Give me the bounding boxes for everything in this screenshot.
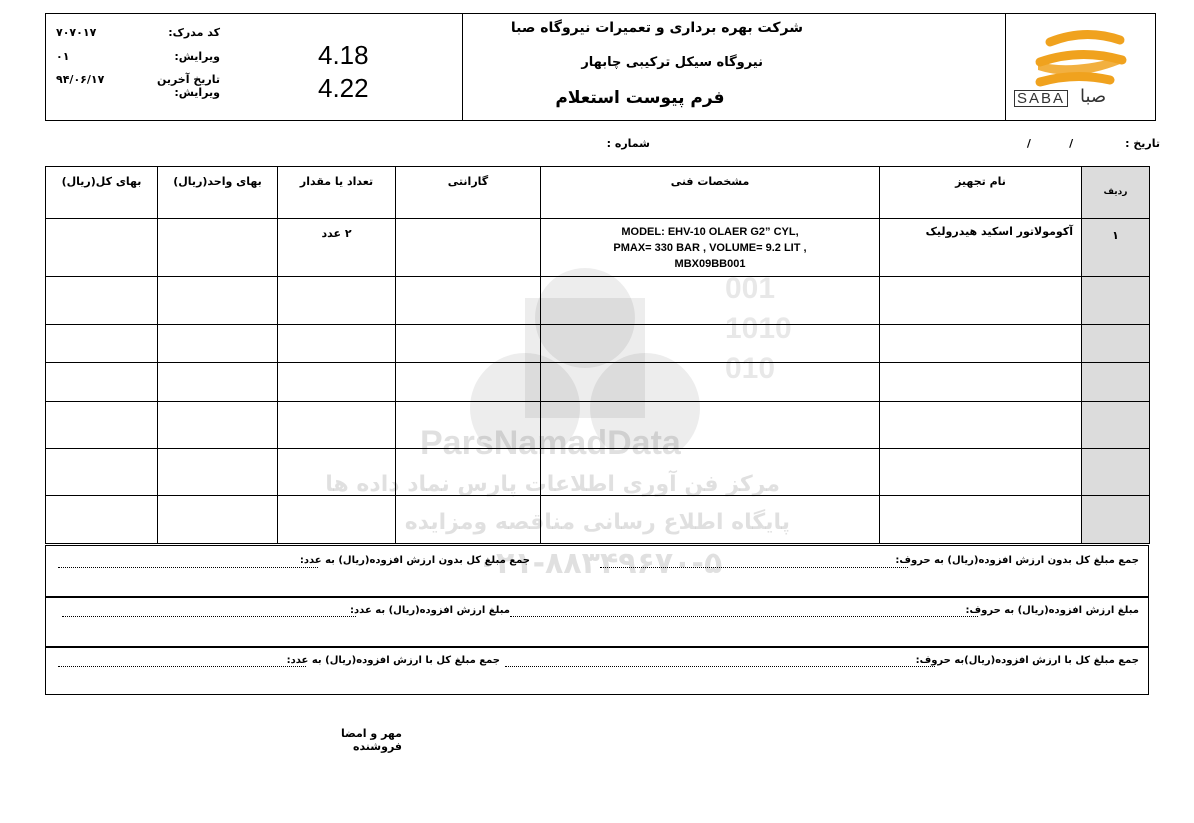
empty-cell[interactable] xyxy=(278,325,396,363)
table-row xyxy=(46,363,1150,402)
watermark-phone: ۰۲۱-۸۸۳۴۹۶۷۰-۵ xyxy=(477,546,723,581)
company-name: شرکت بهره برداری و تعمیرات نیروگاه صبا xyxy=(510,20,803,36)
empty-cell[interactable] xyxy=(396,402,541,449)
sum-without-vat-words-field[interactable] xyxy=(600,567,908,568)
table-row xyxy=(46,402,1150,449)
sum-without-vat-box xyxy=(45,545,1149,597)
empty-cell[interactable] xyxy=(158,402,278,449)
empty-cell[interactable] xyxy=(880,277,1082,325)
sum-with-vat-number-field[interactable] xyxy=(58,666,306,667)
empty-cell[interactable] xyxy=(158,277,278,325)
number-label: شماره : xyxy=(606,137,650,150)
table-row xyxy=(46,325,1150,363)
saba-logo xyxy=(1010,20,1150,118)
plant-name: نیروگاه سیکل ترکیبی چابهار xyxy=(581,55,763,70)
logo-text-farsi: صبا xyxy=(1080,86,1107,107)
table-row xyxy=(46,219,1150,277)
row-index-cell xyxy=(1082,496,1150,544)
empty-cell[interactable] xyxy=(541,496,880,544)
form-title: فرم پیوست استعلام xyxy=(555,88,725,108)
vat-number-label: مبلغ ارزش افزوده(ریال) به عدد: xyxy=(350,605,510,616)
row-index-cell xyxy=(1082,325,1150,363)
revision-value: ۰۱ xyxy=(56,50,70,63)
empty-cell[interactable] xyxy=(396,496,541,544)
table-row xyxy=(46,449,1150,496)
table-row xyxy=(46,277,1150,325)
svg-text:001: 001 xyxy=(725,272,776,305)
header-divider xyxy=(1005,13,1006,121)
empty-cell[interactable] xyxy=(396,449,541,496)
sum-without-vat-words-label: جمع مبلغ کل بدون ارزش افزوده(ریال) به حروف: xyxy=(895,555,1139,566)
empty-cell[interactable] xyxy=(396,325,541,363)
sum-without-vat-number-label: جمع مبلغ کل بدون ارزش افزوده(ریال) به عدد: xyxy=(299,555,530,566)
empty-cell[interactable] xyxy=(278,402,396,449)
vat-words-field[interactable] xyxy=(510,616,978,617)
empty-cell[interactable] xyxy=(158,496,278,544)
header-warranty: گارانتی xyxy=(396,167,541,219)
unit-price-cell[interactable] xyxy=(158,219,278,277)
empty-cell[interactable] xyxy=(158,325,278,363)
header-quantity: تعداد یا مقدار xyxy=(278,167,396,219)
empty-cell[interactable] xyxy=(278,496,396,544)
items-table xyxy=(45,166,1150,544)
empty-cell[interactable] xyxy=(396,363,541,402)
empty-cell[interactable] xyxy=(880,325,1082,363)
row-index-cell: ۱ xyxy=(1082,219,1150,277)
empty-cell[interactable] xyxy=(541,449,880,496)
empty-cell[interactable] xyxy=(880,496,1082,544)
revision-label: ویرایش: xyxy=(174,50,220,63)
total-price-cell[interactable] xyxy=(46,219,158,277)
empty-cell[interactable] xyxy=(278,277,396,325)
row-index-cell xyxy=(1082,363,1150,402)
empty-cell[interactable] xyxy=(541,402,880,449)
sum-without-vat-number-field[interactable] xyxy=(58,567,318,568)
spec-cell xyxy=(541,219,880,277)
header-specs: مشخصات فنی xyxy=(541,167,880,219)
last-revision-date-value: ۹۴/۰۶/۱۷ xyxy=(56,73,105,86)
empty-cell[interactable] xyxy=(158,363,278,402)
table-header-row xyxy=(46,167,1150,219)
vat-words-label: مبلغ ارزش افزوده(ریال) به حروف: xyxy=(965,605,1139,616)
spec-line: MBX09BB001 xyxy=(674,258,746,270)
doc-code-label: کد مدرک: xyxy=(168,26,220,39)
date-field[interactable]: / / xyxy=(1026,137,1074,150)
empty-cell[interactable] xyxy=(880,363,1082,402)
empty-cell[interactable] xyxy=(46,402,158,449)
equipment-name-cell: آکومولاتور اسکید هیدرولیک xyxy=(880,219,1082,277)
empty-cell[interactable] xyxy=(158,449,278,496)
header-total-price: بهای کل(ریال) xyxy=(46,167,158,219)
empty-cell[interactable] xyxy=(880,402,1082,449)
empty-cell[interactable] xyxy=(880,449,1082,496)
row-index-cell xyxy=(1082,277,1150,325)
logo-text-latin: SABA xyxy=(1014,90,1068,107)
empty-cell[interactable] xyxy=(396,277,541,325)
spec-line: MODEL: EHV-10 OLAER G2” CYL, xyxy=(621,226,799,238)
row-index-cell xyxy=(1082,402,1150,449)
row-index-cell xyxy=(1082,449,1150,496)
empty-cell[interactable] xyxy=(278,363,396,402)
empty-cell[interactable] xyxy=(46,363,158,402)
version-a: 4.18 xyxy=(318,40,369,70)
sum-with-vat-number-label: جمع مبلغ کل با ارزش افزوده(ریال) به عدد: xyxy=(286,655,500,666)
vat-number-field[interactable] xyxy=(62,616,356,617)
empty-cell[interactable] xyxy=(541,277,880,325)
svg-text:1010: 1010 xyxy=(725,312,792,345)
warranty-cell[interactable] xyxy=(396,219,541,277)
empty-cell[interactable] xyxy=(46,496,158,544)
header-equipment: نام تجهیز xyxy=(880,167,1082,219)
empty-cell[interactable] xyxy=(46,449,158,496)
header-row-index: ردیف xyxy=(1082,167,1150,219)
empty-cell[interactable] xyxy=(541,325,880,363)
sum-with-vat-words-label: جمع مبلغ کل با ارزش افزوده(ریال)به حروف: xyxy=(915,655,1139,666)
header-unit-price: بهای واحد(ریال) xyxy=(158,167,278,219)
watermark-line2: پایگاه اطلاع رسانی مناقصه ومزایده xyxy=(404,510,790,535)
watermark-latin: ParsNamadData xyxy=(420,424,681,462)
version-b: 4.22 xyxy=(318,73,369,103)
empty-cell[interactable] xyxy=(46,325,158,363)
quantity-cell: ۲ عدد xyxy=(278,219,396,277)
doc-code-value: ۷۰۷۰۱۷ xyxy=(56,26,97,39)
date-label: تاریخ : xyxy=(1125,137,1160,150)
empty-cell[interactable] xyxy=(541,363,880,402)
table-row xyxy=(46,496,1150,544)
empty-cell[interactable] xyxy=(278,449,396,496)
empty-cell[interactable] xyxy=(46,277,158,325)
svg-text:010: 010 xyxy=(725,352,776,385)
sum-with-vat-words-field[interactable] xyxy=(505,666,935,667)
last-revision-date-label: تاریخ آخرین ویرایش: xyxy=(156,73,220,99)
watermark-line1: مرکز فن آوری اطلاعات پارس نماد داده ها xyxy=(325,472,780,497)
seller-signature-label: مهر و امضا فروشنده xyxy=(341,727,402,753)
spec-line: PMAX= 330 BAR , VOLUME= 9.2 LIT , xyxy=(613,242,807,254)
